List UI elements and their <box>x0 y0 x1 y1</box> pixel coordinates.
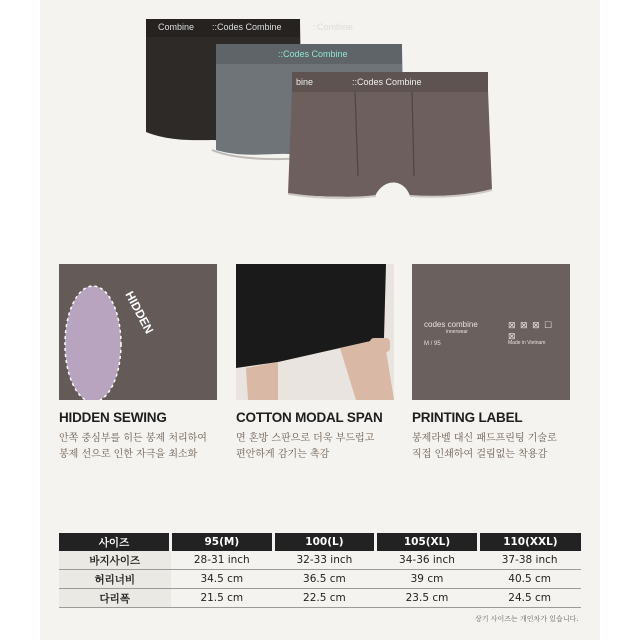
printed-label <box>424 320 564 347</box>
table-row <box>59 589 581 608</box>
brown-trunk <box>288 72 492 198</box>
size-table-header-row <box>59 533 581 551</box>
table-cell: 23.5 cm <box>376 589 479 608</box>
table-cell: 24.5 cm <box>478 589 581 608</box>
feature-desc-line: 면 혼방 스판으로 더욱 부드럽고 <box>236 433 375 444</box>
black-band-label-right <box>212 22 282 32</box>
table-cell: 28-31 inch <box>171 551 274 570</box>
size-header-cell: 105(XL) <box>376 533 479 551</box>
feature-desc-line: 안쪽 중심부를 히든 봉제 처리하여 <box>59 433 207 444</box>
stretch-demo-graphic <box>236 264 394 400</box>
row-label: 다리폭 <box>59 589 171 608</box>
hidden-seam-graphic <box>59 264 217 400</box>
feature-caption-hidden-sewing <box>59 410 234 463</box>
table-cell: 34-36 inch <box>376 551 479 570</box>
table-cell: 36.5 cm <box>273 570 376 589</box>
product-trunks-illustration <box>0 0 640 260</box>
band-prefix: :: <box>278 49 284 59</box>
band-brand-text: bine <box>296 77 314 87</box>
feature-desc-line: 직접 인쇄하여 걸림없는 착용감 <box>412 449 548 460</box>
hidden-image-text: HIDDEN <box>122 288 157 337</box>
feature-desc-line: 봉제 선으로 인한 자극을 최소화 <box>59 449 198 460</box>
table-row <box>59 570 581 589</box>
feature-caption-printing-label <box>412 410 587 463</box>
feature-title: HIDDEN SEWING <box>59 410 167 425</box>
label-size: M / 95 <box>424 341 441 347</box>
table-cell: 32-33 inch <box>273 551 376 570</box>
table-row <box>59 551 581 570</box>
feature-desc-line: 편안하게 감기는 촉감 <box>236 449 330 460</box>
row-label: 허리너비 <box>59 570 171 589</box>
band-brand-text: Codes Combine <box>357 77 422 87</box>
table-cell: 22.5 cm <box>273 589 376 608</box>
grey-band-label <box>278 49 348 59</box>
feature-title: PRINTING LABEL <box>412 410 523 425</box>
band-brand-text: Codes Combine <box>283 49 348 59</box>
size-table <box>59 533 581 608</box>
label-origin: Made in Vietnam <box>508 340 546 346</box>
feature-desc-line: 봉제라벨 대신 패드프린팅 기술로 <box>412 433 557 444</box>
band-brand-text: Combine <box>158 22 195 32</box>
row-label: 바지사이즈 <box>59 551 171 570</box>
table-cell: 34.5 cm <box>171 570 274 589</box>
size-header-cell: 110(XXL) <box>478 533 581 551</box>
brown-band-cut-label <box>296 77 313 87</box>
size-header-cell: 95(M) <box>171 533 274 551</box>
band-brand-text: Codes Combine <box>217 22 282 32</box>
label-brand: codes combine <box>424 320 478 329</box>
table-cell: 21.5 cm <box>171 589 274 608</box>
table-cell: 39 cm <box>376 570 479 589</box>
band-brand-text: Combine <box>317 22 354 32</box>
band-prefix: :: <box>312 22 318 32</box>
table-cell: 37-38 inch <box>478 551 581 570</box>
hidden-sewing-image <box>59 264 217 400</box>
band-prefix: :: <box>212 22 218 32</box>
printing-label-image <box>412 264 570 400</box>
brown-band-label <box>352 77 422 87</box>
table-cell: 40.5 cm <box>478 570 581 589</box>
size-header-cell: 100(L) <box>273 533 376 551</box>
black-band-label <box>158 22 194 32</box>
cotton-modal-image <box>236 264 394 400</box>
care-icons: ⊠ ⊠ ⊠ ☐ ⊠ <box>508 320 554 341</box>
black-band-label-far <box>312 22 353 32</box>
band-prefix: :: <box>352 77 358 87</box>
feature-caption-cotton-modal <box>236 410 411 463</box>
size-footnote: 상기 사이즈는 개인차가 있습니다. <box>475 615 579 623</box>
size-header-cell: 사이즈 <box>59 533 171 551</box>
feature-title: COTTON MODAL SPAN <box>236 410 383 425</box>
label-sub: innerwear <box>446 329 468 335</box>
